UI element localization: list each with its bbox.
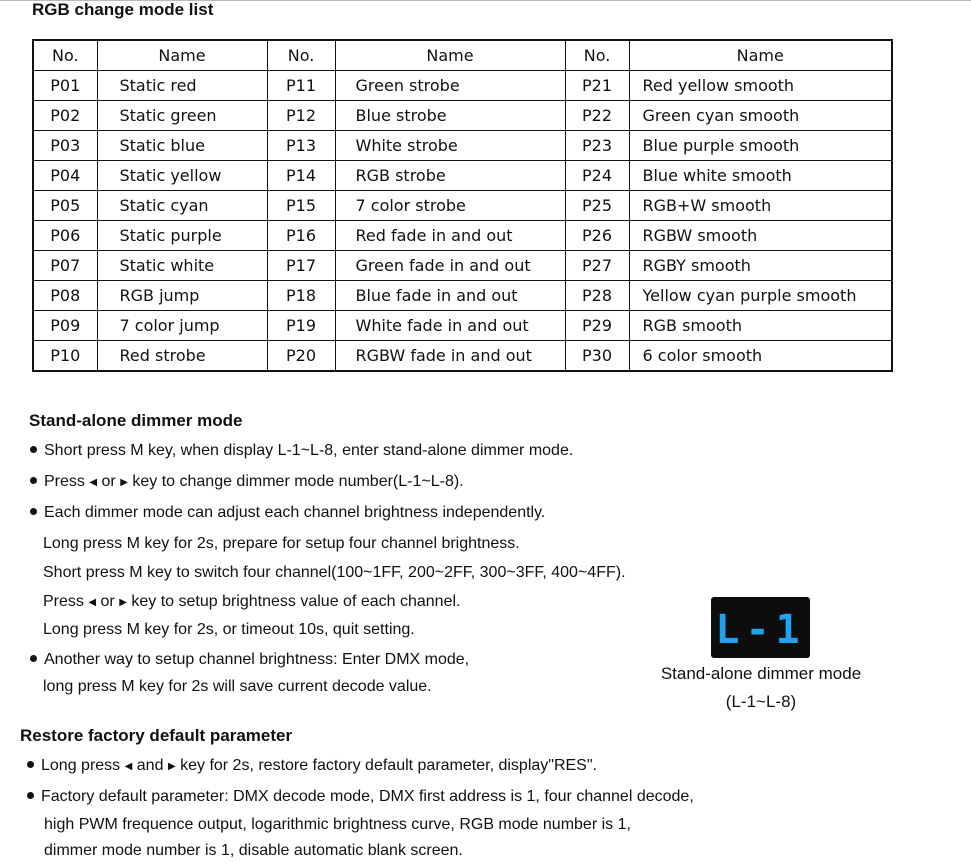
header-no: No. xyxy=(267,40,335,71)
dimmer-bullet-3: Each dimmer mode can adjust each channel brightness independently. xyxy=(30,503,545,523)
mode-name-cell: RGB+W smooth xyxy=(629,191,892,221)
mode-number-cell: P28 xyxy=(565,281,629,311)
mode-number-cell: P24 xyxy=(565,161,629,191)
restore-bullet-2: Factory default parameter: DMX decode mode, DMX first address is 1, four channel decode, xyxy=(27,787,694,807)
led-display xyxy=(711,597,810,658)
left-triangle-icon: ◀ xyxy=(124,761,133,772)
mode-name-cell: RGBW fade in and out xyxy=(335,341,565,372)
bullet-icon xyxy=(27,792,34,799)
display-readout: L-1 xyxy=(715,607,806,653)
table-row xyxy=(33,281,892,311)
dimmer-step-3: Press ◀ or ▶ key to setup brightness value of each channel. xyxy=(43,593,461,610)
mode-name-cell: 7 color strobe xyxy=(335,191,565,221)
table-row xyxy=(33,221,892,251)
table-row xyxy=(33,251,892,281)
dimmer-bullet-4-cont: long press M key for 2s will save current decode value. xyxy=(43,678,432,695)
mode-name-cell: Static red xyxy=(97,71,267,101)
bullet-icon xyxy=(30,477,37,484)
mode-name-cell: Static white xyxy=(97,251,267,281)
mode-name-cell: Static purple xyxy=(97,221,267,251)
mode-number-cell: P15 xyxy=(267,191,335,221)
mode-number-cell: P17 xyxy=(267,251,335,281)
mode-name-cell: Red yellow smooth xyxy=(629,71,892,101)
mode-number-cell: P30 xyxy=(565,341,629,372)
table-row xyxy=(33,341,892,372)
table-row xyxy=(33,131,892,161)
mode-number-cell: P20 xyxy=(267,341,335,372)
mode-name-cell: Static blue xyxy=(97,131,267,161)
mode-number-cell: P01 xyxy=(33,71,97,101)
mode-list-table xyxy=(32,39,893,372)
restore-bullet-2-cont: high PWM frequence output, logarithmic brightness curve, RGB mode number is 1, xyxy=(44,816,631,833)
mode-number-cell: P10 xyxy=(33,341,97,372)
right-triangle-icon: ▶ xyxy=(167,761,176,772)
table-row xyxy=(33,191,892,221)
header-no: No. xyxy=(565,40,629,71)
mode-number-cell: P25 xyxy=(565,191,629,221)
mode-number-cell: P07 xyxy=(33,251,97,281)
restore-bullet-2-cont: dimmer mode number is 1, disable automatic blank screen. xyxy=(44,842,463,859)
dimmer-bullet-4: Another way to setup channel brightness: Enter DMX mode, xyxy=(30,650,469,670)
restore-bullet-1: Long press ◀ and ▶ key for 2s, restore factory default parameter, display"RES". xyxy=(27,756,597,777)
left-triangle-icon: ◀ xyxy=(89,477,98,488)
mode-list-title: RGB change mode list xyxy=(32,0,214,19)
mode-name-cell: RGB smooth xyxy=(629,311,892,341)
mode-name-cell: Static green xyxy=(97,101,267,131)
mode-number-cell: P16 xyxy=(267,221,335,251)
mode-name-cell: RGB strobe xyxy=(335,161,565,191)
mode-name-cell: 7 color jump xyxy=(97,311,267,341)
mode-number-cell: P22 xyxy=(565,101,629,131)
mode-name-cell: Blue purple smooth xyxy=(629,131,892,161)
mode-name-cell: RGBW smooth xyxy=(629,221,892,251)
display-caption-range: (L-1~L-8) xyxy=(725,692,797,711)
mode-name-cell: Green cyan smooth xyxy=(629,101,892,131)
mode-number-cell: P26 xyxy=(565,221,629,251)
mode-number-cell: P02 xyxy=(33,101,97,131)
mode-name-cell: Static yellow xyxy=(97,161,267,191)
mode-number-cell: P13 xyxy=(267,131,335,161)
dimmer-section-title: Stand-alone dimmer mode xyxy=(29,411,243,430)
mode-number-cell: P12 xyxy=(267,101,335,131)
display-caption: Stand-alone dimmer mode xyxy=(660,664,862,683)
mode-name-cell: RGB jump xyxy=(97,281,267,311)
bullet-icon xyxy=(27,761,34,768)
table-row xyxy=(33,71,892,101)
dimmer-step-4: Long press M key for 2s, or timeout 10s, quit setting. xyxy=(43,621,415,638)
left-triangle-icon: ◀ xyxy=(88,597,97,608)
mode-number-cell: P27 xyxy=(565,251,629,281)
mode-name-cell: Blue fade in and out xyxy=(335,281,565,311)
mode-name-cell: White strobe xyxy=(335,131,565,161)
dimmer-step-2: Short press M key to switch four channel(100~1FF, 200~2FF, 300~3FF, 400~4FF). xyxy=(43,564,626,581)
mode-name-cell: RGBY smooth xyxy=(629,251,892,281)
mode-number-cell: P23 xyxy=(565,131,629,161)
mode-name-cell: White fade in and out xyxy=(335,311,565,341)
mode-name-cell: Blue white smooth xyxy=(629,161,892,191)
mode-number-cell: P18 xyxy=(267,281,335,311)
header-name: Name xyxy=(97,40,267,71)
right-triangle-icon: ▶ xyxy=(120,477,128,488)
mode-name-cell: Yellow cyan purple smooth xyxy=(629,281,892,311)
mode-number-cell: P11 xyxy=(267,71,335,101)
bullet-icon xyxy=(30,446,37,453)
restore-section-title: Restore factory default parameter xyxy=(20,726,293,745)
mode-name-cell: Red fade in and out xyxy=(335,221,565,251)
mode-name-cell: Red strobe xyxy=(97,341,267,372)
mode-number-cell: P19 xyxy=(267,311,335,341)
header-no: No. xyxy=(33,40,97,71)
dimmer-bullet-2: Press ◀ or ▶ key to change dimmer mode number(L-1~L-8). xyxy=(30,472,464,493)
header-name: Name xyxy=(629,40,892,71)
mode-number-cell: P09 xyxy=(33,311,97,341)
mode-number-cell: P14 xyxy=(267,161,335,191)
mode-number-cell: P06 xyxy=(33,221,97,251)
table-row xyxy=(33,311,892,341)
dimmer-bullet-1: Short press M key, when display L-1~L-8, enter stand-alone dimmer mode. xyxy=(30,441,573,461)
mode-number-cell: P04 xyxy=(33,161,97,191)
seven-segment-display xyxy=(711,597,810,658)
mode-number-cell: P08 xyxy=(33,281,97,311)
mode-number-cell: P05 xyxy=(33,191,97,221)
bullet-icon xyxy=(30,508,37,515)
table-row xyxy=(33,101,892,131)
mode-number-cell: P29 xyxy=(565,311,629,341)
mode-name-cell: Static cyan xyxy=(97,191,267,221)
table-row xyxy=(33,161,892,191)
mode-number-cell: P03 xyxy=(33,131,97,161)
right-triangle-icon: ▶ xyxy=(119,597,127,608)
mode-name-cell: Blue strobe xyxy=(335,101,565,131)
mode-name-cell: Green strobe xyxy=(335,71,565,101)
mode-number-cell: P21 xyxy=(565,71,629,101)
bullet-icon xyxy=(30,655,37,662)
table-header-row xyxy=(33,40,892,71)
header-name: Name xyxy=(335,40,565,71)
dimmer-step-1: Long press M key for 2s, prepare for setup four channel brightness. xyxy=(43,535,520,552)
mode-name-cell: 6 color smooth xyxy=(629,341,892,372)
mode-name-cell: Green fade in and out xyxy=(335,251,565,281)
